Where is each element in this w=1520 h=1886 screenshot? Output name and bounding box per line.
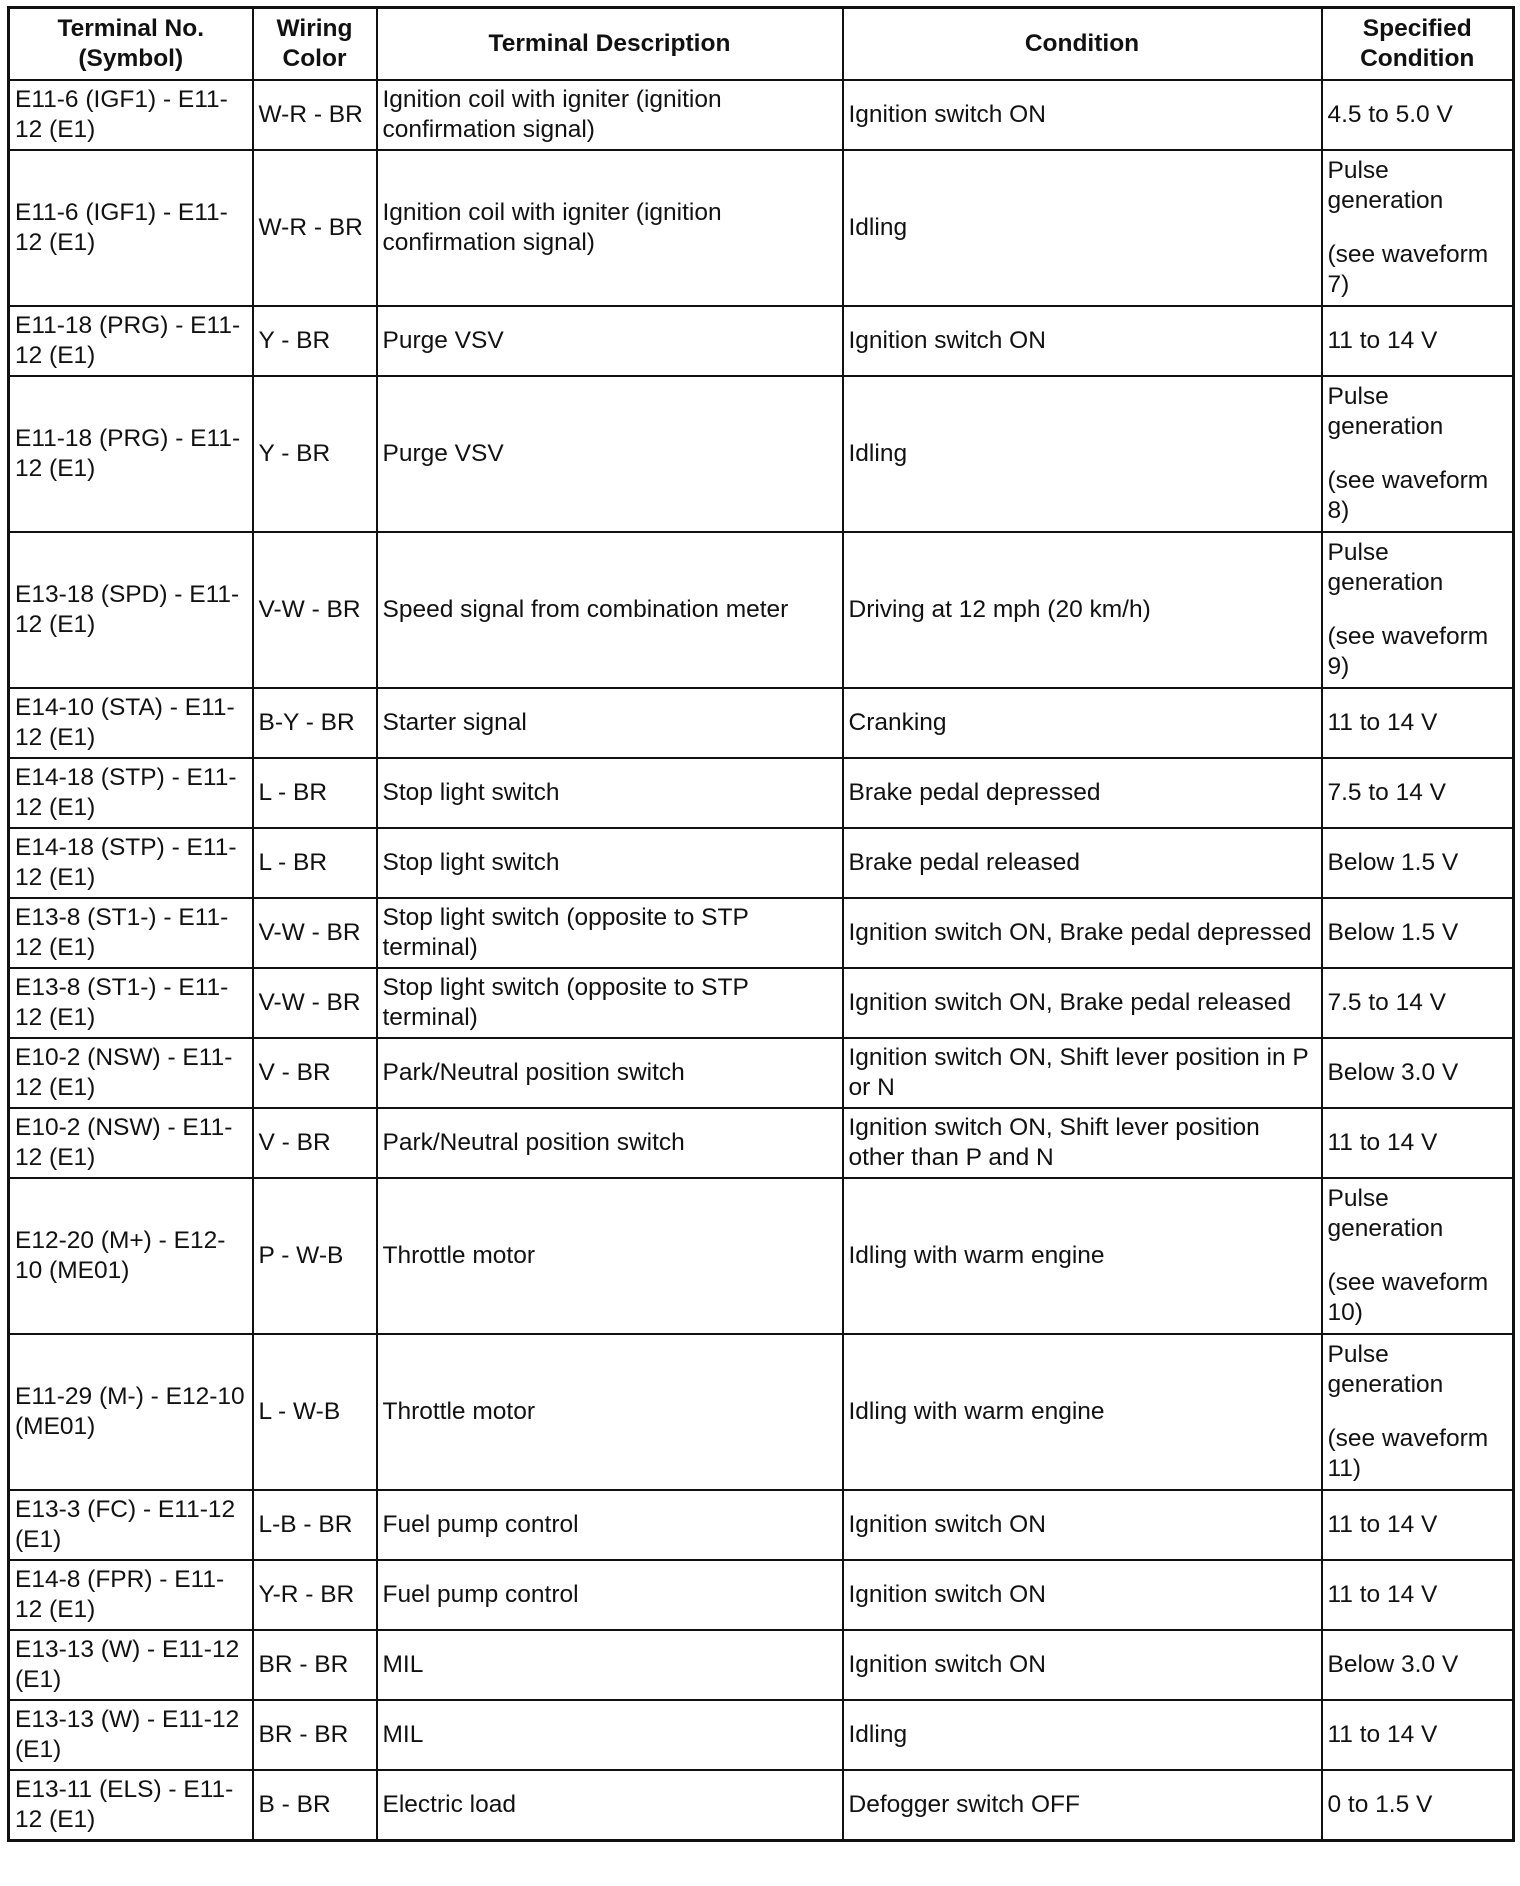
terminal-cell: E14-10 (STA) - E11-12 (E1) — [9, 688, 253, 758]
wiring-color-cell: B-Y - BR — [253, 688, 377, 758]
terminal-cell: E11-6 (IGF1) - E11-12 (E1) — [9, 150, 253, 306]
table-row — [9, 532, 1514, 688]
wiring-color-cell: V-W - BR — [253, 898, 377, 968]
terminal-cell: E13-13 (W) - E11-12 (E1) — [9, 1630, 253, 1700]
table-row — [9, 1490, 1514, 1560]
header-terminal: Terminal No. (Symbol) — [9, 8, 253, 81]
specified-condition-cell: 11 to 14 V — [1322, 1560, 1514, 1630]
specified-condition-cell: 11 to 14 V — [1322, 1700, 1514, 1770]
wiring-color-cell: P - W-B — [253, 1178, 377, 1334]
condition-cell: Driving at 12 mph (20 km/h) — [843, 532, 1322, 688]
header-wiring-color: Wiring Color — [253, 8, 377, 81]
spec-value: Pulse generation — [1327, 539, 1444, 596]
description-cell: Park/Neutral position switch — [377, 1038, 843, 1108]
condition-cell: Idling — [843, 376, 1322, 532]
wiring-color-cell: Y-R - BR — [253, 1560, 377, 1630]
spec-waveform-note: (see waveform 9) — [1327, 623, 1489, 680]
wiring-color-cell: L-B - BR — [253, 1490, 377, 1560]
specified-condition-cell: 11 to 14 V — [1322, 688, 1514, 758]
condition-cell: Defogger switch OFF — [843, 1770, 1322, 1841]
wiring-color-cell: W-R - BR — [253, 80, 377, 150]
wiring-color-cell: L - W-B — [253, 1334, 377, 1490]
table-row — [9, 80, 1514, 150]
spec-waveform-note: (see waveform 11) — [1327, 1425, 1489, 1482]
condition-cell: Ignition switch ON — [843, 1560, 1322, 1630]
description-cell: Electric load — [377, 1770, 843, 1841]
terminal-cell: E14-8 (FPR) - E11-12 (E1) — [9, 1560, 253, 1630]
terminal-cell: E10-2 (NSW) - E11-12 (E1) — [9, 1108, 253, 1178]
terminal-cell: E12-20 (M+) - E12-10 (ME01) — [9, 1178, 253, 1334]
wiring-color-cell: BR - BR — [253, 1630, 377, 1700]
table-row — [9, 1770, 1514, 1841]
specified-condition-cell — [1322, 376, 1514, 532]
ecm-terminal-table — [7, 6, 1515, 1842]
description-cell: Stop light switch — [377, 828, 843, 898]
specified-condition-cell: 0 to 1.5 V — [1322, 1770, 1514, 1841]
condition-cell: Ignition switch ON — [843, 1490, 1322, 1560]
wiring-color-cell: V-W - BR — [253, 532, 377, 688]
wiring-color-cell: BR - BR — [253, 1700, 377, 1770]
table-row — [9, 828, 1514, 898]
terminal-cell: E13-18 (SPD) - E11-12 (E1) — [9, 532, 253, 688]
specified-condition-cell — [1322, 1178, 1514, 1334]
specified-condition-cell: 11 to 14 V — [1322, 1108, 1514, 1178]
table-row — [9, 1700, 1514, 1770]
wiring-color-cell: L - BR — [253, 758, 377, 828]
terminal-cell: E13-11 (ELS) - E11-12 (E1) — [9, 1770, 253, 1841]
header-terminal-description: Terminal Description — [377, 8, 843, 81]
terminal-cell: E13-13 (W) - E11-12 (E1) — [9, 1700, 253, 1770]
terminal-table-container — [7, 6, 1512, 1842]
table-row — [9, 1178, 1514, 1334]
description-cell: MIL — [377, 1630, 843, 1700]
wiring-color-cell: V - BR — [253, 1108, 377, 1178]
wiring-color-cell: V - BR — [253, 1038, 377, 1108]
condition-cell: Ignition switch ON, Brake pedal released — [843, 968, 1322, 1038]
condition-cell: Brake pedal depressed — [843, 758, 1322, 828]
condition-cell: Ignition switch ON — [843, 306, 1322, 376]
terminal-cell: E11-18 (PRG) - E11-12 (E1) — [9, 306, 253, 376]
specified-condition-cell: Below 3.0 V — [1322, 1038, 1514, 1108]
spec-value: Pulse generation — [1327, 157, 1444, 214]
description-cell: Throttle motor — [377, 1334, 843, 1490]
terminal-cell: E14-18 (STP) - E11-12 (E1) — [9, 758, 253, 828]
specified-condition-cell: 11 to 14 V — [1322, 1490, 1514, 1560]
description-cell: Stop light switch — [377, 758, 843, 828]
table-row — [9, 1038, 1514, 1108]
table-row — [9, 376, 1514, 532]
description-cell: Throttle motor — [377, 1178, 843, 1334]
wiring-color-cell: L - BR — [253, 828, 377, 898]
condition-cell: Brake pedal released — [843, 828, 1322, 898]
specified-condition-cell: Below 1.5 V — [1322, 828, 1514, 898]
description-cell: Stop light switch (opposite to STP terminal) — [377, 898, 843, 968]
condition-cell: Idling — [843, 1700, 1322, 1770]
spec-value: Pulse generation — [1327, 1341, 1444, 1398]
description-cell: Speed signal from combination meter — [377, 532, 843, 688]
description-cell: Starter signal — [377, 688, 843, 758]
condition-cell: Idling with warm engine — [843, 1334, 1322, 1490]
terminal-cell: E11-18 (PRG) - E11-12 (E1) — [9, 376, 253, 532]
specified-condition-cell: Below 3.0 V — [1322, 1630, 1514, 1700]
spec-waveform-note: (see waveform 7) — [1327, 241, 1489, 298]
description-cell: Purge VSV — [377, 306, 843, 376]
specified-condition-cell: 4.5 to 5.0 V — [1322, 80, 1514, 150]
table-header-row — [9, 8, 1514, 81]
description-cell: Ignition coil with igniter (ignition confirmation signal) — [377, 150, 843, 306]
wiring-color-cell: B - BR — [253, 1770, 377, 1841]
specified-condition-cell — [1322, 1334, 1514, 1490]
condition-cell: Ignition switch ON, Shift lever position other than P and N — [843, 1108, 1322, 1178]
condition-cell: Idling with warm engine — [843, 1178, 1322, 1334]
wiring-color-cell: Y - BR — [253, 376, 377, 532]
spec-value: Pulse generation — [1327, 383, 1444, 440]
wiring-color-cell: Y - BR — [253, 306, 377, 376]
table-row — [9, 1108, 1514, 1178]
table-row — [9, 898, 1514, 968]
specified-condition-cell: 7.5 to 14 V — [1322, 758, 1514, 828]
table-row — [9, 306, 1514, 376]
description-cell: Fuel pump control — [377, 1490, 843, 1560]
terminal-cell: E13-8 (ST1-) - E11-12 (E1) — [9, 898, 253, 968]
terminal-cell: E13-3 (FC) - E11-12 (E1) — [9, 1490, 253, 1560]
table-row — [9, 1630, 1514, 1700]
wiring-color-cell: W-R - BR — [253, 150, 377, 306]
table-row — [9, 688, 1514, 758]
terminal-cell: E11-29 (M-) - E12-10 (ME01) — [9, 1334, 253, 1490]
wiring-color-cell: V-W - BR — [253, 968, 377, 1038]
header-specified-condition: Specified Condition — [1322, 8, 1514, 81]
description-cell: Fuel pump control — [377, 1560, 843, 1630]
specified-condition-cell: 11 to 14 V — [1322, 306, 1514, 376]
terminal-cell: E10-2 (NSW) - E11-12 (E1) — [9, 1038, 253, 1108]
specified-condition-cell: 7.5 to 14 V — [1322, 968, 1514, 1038]
header-condition: Condition — [843, 8, 1322, 81]
description-cell: Park/Neutral position switch — [377, 1108, 843, 1178]
spec-waveform-note: (see waveform 8) — [1327, 467, 1489, 524]
description-cell: Stop light switch (opposite to STP terminal) — [377, 968, 843, 1038]
specified-condition-cell — [1322, 150, 1514, 306]
table-body — [9, 80, 1514, 1841]
terminal-cell: E14-18 (STP) - E11-12 (E1) — [9, 828, 253, 898]
description-cell: Purge VSV — [377, 376, 843, 532]
condition-cell: Cranking — [843, 688, 1322, 758]
table-row — [9, 968, 1514, 1038]
condition-cell: Ignition switch ON, Shift lever position in P or N — [843, 1038, 1322, 1108]
table-row — [9, 150, 1514, 306]
terminal-cell: E11-6 (IGF1) - E11-12 (E1) — [9, 80, 253, 150]
spec-value: Pulse generation — [1327, 1185, 1444, 1242]
condition-cell: Ignition switch ON, Brake pedal depressed — [843, 898, 1322, 968]
specified-condition-cell: Below 1.5 V — [1322, 898, 1514, 968]
table-row — [9, 1334, 1514, 1490]
spec-waveform-note: (see waveform 10) — [1327, 1269, 1489, 1326]
description-cell: MIL — [377, 1700, 843, 1770]
specified-condition-cell — [1322, 532, 1514, 688]
condition-cell: Idling — [843, 150, 1322, 306]
condition-cell: Ignition switch ON — [843, 1630, 1322, 1700]
table-row — [9, 1560, 1514, 1630]
terminal-cell: E13-8 (ST1-) - E11-12 (E1) — [9, 968, 253, 1038]
condition-cell: Ignition switch ON — [843, 80, 1322, 150]
description-cell: Ignition coil with igniter (ignition confirmation signal) — [377, 80, 843, 150]
table-row — [9, 758, 1514, 828]
